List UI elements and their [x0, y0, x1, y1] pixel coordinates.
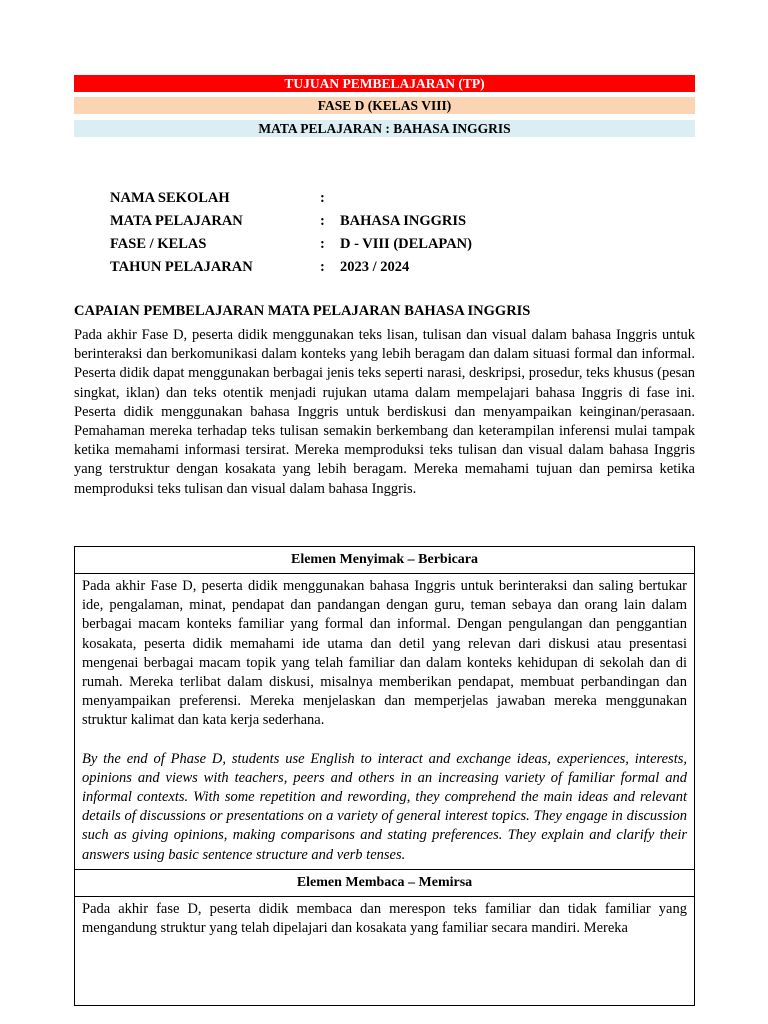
info-label: MATA PELAJARAN	[110, 213, 243, 229]
info-label: NAMA SEKOLAH	[110, 190, 230, 206]
element-cell-reading-viewing	[75, 897, 694, 942]
info-row-school-year	[110, 257, 472, 280]
element-header-reading-viewing: Elemen Membaca – Memirsa	[75, 870, 694, 897]
element-text-english: By the end of Phase D, students use English to interact and exchange ideas, experiences, interests, opinions and views with teachers, peers and others in an increasing variety of familiar formal and informal contexts. With some repetition and rewording, they comprehend the main ideas and relevant details of discussions or presentations on a variety of general interest topics. They engage in discussion such as giving opinions, making comparisons and stating preferences. They explain and clarify their answers using basic sentence structure and verb tenses.	[82, 750, 687, 863]
info-colon: :	[320, 213, 325, 229]
element-text-indonesian: Pada akhir fase D, peserta didik membaca dan merespon teks familiar dan tidak familiar yang mengandung struktur yang telah dipelajari dan kosakata yang familiar secara mandiri. Mereka	[82, 900, 687, 937]
element-header-listening-speaking: Elemen Menyimak – Berbicara	[75, 547, 694, 574]
info-label: TAHUN PELAJARAN	[110, 259, 253, 275]
fase-title-band: FASE D (KELAS VIII)	[74, 97, 695, 114]
info-label: FASE / KELAS	[110, 236, 207, 252]
tp-title-band: TUJUAN PEMBELAJARAN (TP)	[74, 75, 695, 92]
info-colon: :	[320, 259, 325, 275]
info-colon: :	[320, 236, 325, 252]
info-value: BAHASA INGGRIS	[340, 213, 467, 229]
mapel-title-band: MATA PELAJARAN : BAHASA INGGRIS	[74, 120, 695, 137]
info-row-phase-class	[110, 234, 472, 257]
element-text-indonesian: Pada akhir Fase D, peserta didik menggunakan bahasa Inggris untuk berinteraksi dan saling bertukar ide, pengalaman, minat, pendapat dan pandangan dengan guru, teman sebaya dan orang lain dalam berbagai macam konteks familiar yang formal dan informal. Dengan pengulangan dan penggantian kosakata, peserta didik memahami ide utama dan detil yang relevan dari diskusi atau presentasi mengenai berbagai macam topik yang telah familiar dan dalam konteks kehidupan di sekolah dan di rumah. Mereka terlibat dalam diskusi, misalnya memberikan pendapat, membuat perbandingan dan menyampaikan preferensi. Mereka menjelaskan dan memperjelas jawaban mereka menggunakan struktur kalimat dan kata kerja sederhana.	[82, 578, 687, 729]
info-value: D - VIII (DELAPAN)	[340, 236, 472, 252]
info-row-subject	[110, 211, 472, 234]
info-row-school-name	[110, 188, 472, 211]
capaian-heading: CAPAIAN PEMBELAJARAN MATA PELAJARAN BAHASA INGGRIS	[74, 303, 531, 319]
capaian-body: Pada akhir Fase D, peserta didik menggunakan teks lisan, tulisan dan visual dalam bahasa Inggris untuk berinteraksi dan berkomunikasi dalam konteks yang lebih beragam dan dalam situasi formal dan informal. Peserta didik dapat menggunakan berbagai jenis teks seperti narasi, deskripsi, prosedur, teks khusus (pesan singkat, iklan) dan teks otentik menjadi rujukan utama dalam mempelajari bahasa Inggris di fase ini. Peserta didik menggunakan bahasa Inggris untuk berdiskusi dan menyampaikan keinginan/perasaan. Pemahaman mereka terhadap teks tulisan semakin berkembang dan keterampilan inferensi mulai tampak ketika memahami informasi tersirat. Mereka memproduksi teks tulisan dan visual dalam bahasa Inggris yang terstruktur dengan kosakata yang lebih beragam. Mereka memahami tujuan dan pemirsa ketika memproduksi teks tulisan dan visual dalam bahasa Inggris.	[74, 327, 695, 497]
info-colon: :	[320, 190, 325, 206]
info-value: 2023 / 2024	[340, 259, 410, 275]
element-cell-listening-speaking	[75, 574, 694, 870]
elements-table	[74, 546, 695, 1006]
school-info-block	[110, 188, 472, 280]
